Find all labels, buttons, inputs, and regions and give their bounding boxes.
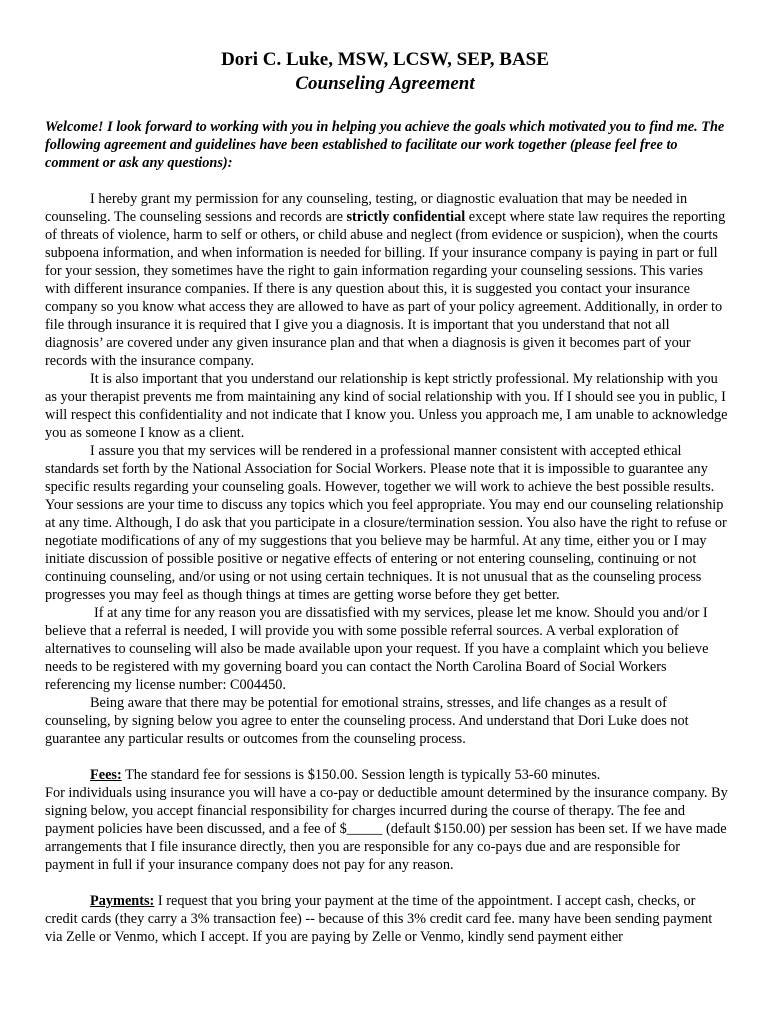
confidentiality-text-a: I hereby grant my permission for any counseling, testing, or diagnostic evaluation that may be needed in counseling. The counseling sessions and records are [45, 191, 688, 225]
fees-first-line [45, 766, 728, 784]
relationship-paragraph: It is also important that you understand our relationship is kept strictly professional. My relationship with you as your therapist prevents me from maintaining any kind of social relationship with you. If I should see you in public, I will respect this confidentiality and not indicate that I know you. Unless you approach me, I am unable to acknowledge you as someone I know as a client. [45, 371, 728, 441]
fees-line1: The standard fee for sessions is $150.00. Session length is typically 53-60 minutes. [121, 767, 601, 783]
strictly-confidential-emphasis: strictly confidential [346, 209, 466, 225]
document-body [45, 118, 728, 946]
section-spacer [45, 874, 728, 892]
title-block [0, 48, 770, 96]
document-title: Dori C. Luke, MSW, LCSW, SEP, BASE [221, 49, 549, 70]
payments-text: I request that you bring your payment at the time of the appointment. I accept cash, checks, or credit cards (they carry a 3% transaction fee) -- because of this 3% credit card fee. many have been sending payment via Zelle or Venmo, which I accept. If you are paying by Zelle or Venmo, kindly send payment either [45, 893, 713, 945]
confidentiality-paragraph [45, 190, 728, 370]
welcome-paragraph: Welcome! I look forward to working with you in helping you achieve the goals which motivated you to find me. The following agreement and guidelines have been established to facilitate our work together (please feel free to comment or ask any questions): [45, 119, 725, 171]
section-spacer [45, 748, 728, 766]
fees-heading: Fees: [90, 767, 122, 783]
document-subtitle: Counseling Agreement [295, 73, 475, 94]
dissatisfaction-paragraph: If at any time for any reason you are dissatisfied with my services, please let me know. Should you and/or I believe that a referral is needed, I will provide you with some possible referral sources. A verbal exploration of alternatives to counseling will also be made available upon your request. If you have a complaint which you believe needs to be registered with my governing board you can contact the North Carolina Board of Social Workers referencing my license number: C004450. [45, 605, 709, 693]
confidentiality-text-b: except where state law requires the reporting of threats of violence, harm to self or others, or child abuse and neglect (from evidence or suspicion), when the courts subpoena information, and when information is needed for billing. If your insurance company is paying in part or full for your session, they sometimes have the right to gain information regarding your counseling sessions. This varies with different insurance companies. If there is any question about this, it is suggested you contact your insurance company so you know what access they are allowed to have as part of your policy agreement. Additionally, in order to file through insurance it is required that I give you a diagnosis. It is important that you understand that not all diagnosis’ are covered under any given insurance plan and that when a diagnosis is given it becomes part of your records with the insurance company. [45, 209, 726, 369]
payments-paragraph [45, 892, 728, 946]
agreement-paragraph: Being aware that there may be potential for emotional strains, stresses, and life changes as a result of counseling, by signing below you agree to enter the counseling process. And understand that Dori Luke does not guarantee any particular results or outcomes from the counseling process. [45, 695, 689, 747]
payments-heading: Payments: [90, 893, 155, 909]
fees-paragraph: For individuals using insurance you will have a co-pay or deductible amount determined by the insurance company. By signing below, you accept financial responsibility for charges incurred during the course of therapy. The fee and payment policies have been discussed, and a fee of $_____ (default $150.00) per session has been set. If we have made arrangements that I file insurance directly, then you are responsible for any co-pays due and are responsible for payment in full if your insurance company does not pay for any reason. [45, 785, 728, 873]
services-paragraph: I assure you that my services will be rendered in a professional manner consistent with accepted ethical standards set forth by the National Association for Social Workers. Please note that it is impossible to guarantee any specific results regarding your counseling goals. However, together we will work to achieve the best possible results. Your sessions are your time to discuss any topics which you feel appropriate. You may end our counseling relationship at any time. Although, I do ask that you participate in a closure/termination session. You also have the right to refuse or negotiate modifications of any of my suggestions that you believe may be harmful. At any time, either you or I may initiate discussion of possible positive or negative effects of entering or not entering counseling, continuing or not continuing counseling, and/or using or not using certain techniques. It is not unusual that as the counseling process progresses you may feel as though things at times are getting worse before they get better. [45, 443, 727, 603]
